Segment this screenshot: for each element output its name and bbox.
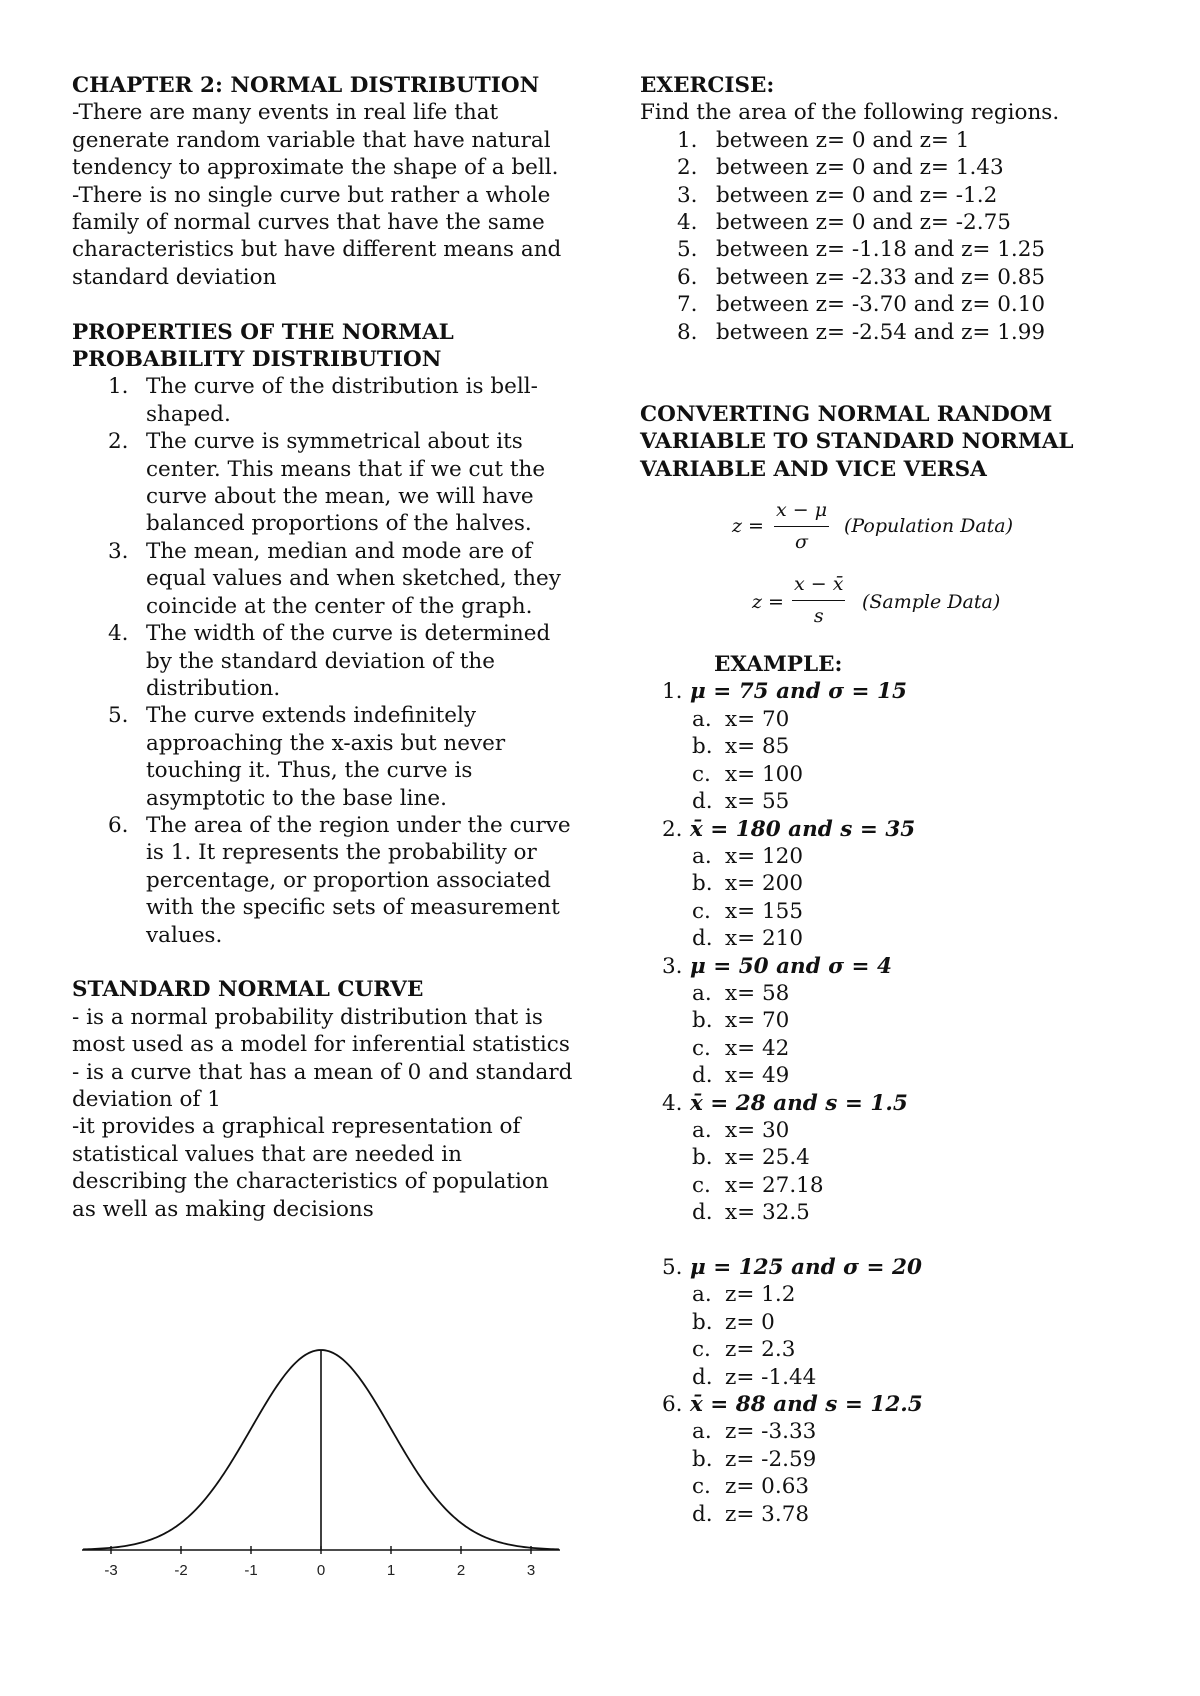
exercise-text: between z= -3.70 and z= 0.10 [716, 292, 1046, 318]
example-option [640, 1446, 1140, 1473]
option-letter: a. [692, 843, 712, 869]
example-question [640, 1254, 1140, 1281]
exercise-number: 1. [677, 127, 698, 153]
example-option [640, 843, 1140, 870]
example-option [640, 1309, 1140, 1336]
property-item [72, 702, 578, 812]
property-number: 4. [108, 621, 129, 647]
option-letter: a. [692, 980, 712, 1006]
example-question [640, 816, 1140, 843]
sample-formula [640, 565, 1140, 651]
option-letter: c. [692, 1172, 711, 1198]
property-item [72, 373, 578, 428]
property-item [72, 428, 578, 538]
exercise-text: between z= -2.33 and z= 0.85 [716, 264, 1046, 290]
example-option [640, 1062, 1140, 1089]
example-option [640, 1418, 1140, 1445]
option-letter: b. [692, 734, 713, 760]
example-number: 1. [662, 679, 683, 705]
option-letter: c. [692, 1474, 711, 1500]
example-option [640, 788, 1140, 815]
property-text: The curve is symmetrical about its center. This means that if we cut the curve about the mean, we will have balanced proportions of the halves. [146, 429, 546, 537]
exercise-item [640, 319, 1140, 346]
option-letter: b. [692, 1008, 713, 1034]
option-value: x= 30 [725, 1117, 790, 1143]
option-letter: d. [692, 1063, 713, 1089]
property-text: The curve of the distribution is bell-shaped. [146, 374, 538, 427]
sample-formula-denominator: s [813, 605, 824, 628]
exercise-item [640, 291, 1140, 318]
population-formula-label: (Population Data) [844, 515, 1014, 538]
exercise-intro: Find the area of the following regions. [640, 100, 1060, 126]
example-option [640, 1007, 1140, 1034]
property-text: The area of the region under the curve is 1. It represents the probability or percentage, or proportion associated with the specific sets of measurement values. [146, 812, 571, 948]
exercise-text: between z= -2.54 and z= 1.99 [716, 319, 1046, 345]
option-letter: d. [692, 926, 713, 952]
exercise-number: 7. [677, 292, 698, 318]
axis-tick-label: 2 [456, 1562, 466, 1578]
option-letter: d. [692, 1200, 713, 1226]
axis-tick-label: -2 [174, 1562, 188, 1578]
population-formula-numerator: x − μ [774, 497, 829, 527]
properties-heading: PROPERTIES OF THE NORMAL PROBABILITY DISTRIBUTION [72, 319, 454, 373]
option-letter: b. [692, 871, 713, 897]
option-value: x= 155 [725, 898, 804, 924]
example-condition: μ = 75 and σ = 15 [690, 679, 907, 705]
exercise-heading: EXERCISE: [640, 73, 775, 98]
population-formula-fraction [774, 497, 829, 557]
example-condition: x̄ = 28 and s = 1.5 [690, 1090, 908, 1116]
property-text: The mean, median and mode are of equal values and when sketched, they coincide at the center of the graph. [146, 538, 561, 619]
snc-paragraph-2: - is a curve that has a mean of 0 and standard deviation of 1 [72, 1059, 573, 1112]
option-letter: c. [692, 1035, 711, 1061]
example-option [640, 1473, 1140, 1500]
option-letter: a. [692, 1117, 712, 1143]
option-value: x= 58 [725, 980, 790, 1006]
option-value: x= 55 [725, 789, 790, 815]
example-option [640, 1501, 1140, 1528]
population-formula-lhs: z = [732, 515, 764, 538]
example-number: 2. [662, 816, 683, 842]
snc-paragraph-3: -it provides a graphical representation of statistical values that are needed in describing the characteristics of population as well as making decisions [72, 1114, 549, 1222]
example-question [640, 1090, 1140, 1117]
exercise-item [640, 154, 1140, 181]
option-value: z= 3.78 [725, 1501, 810, 1527]
property-text: The curve extends indefinitely approaching the x-axis but never touching it. Thus, the curve is asymptotic to the base line. [146, 703, 506, 811]
property-number: 1. [108, 374, 129, 400]
example-condition: x̄ = 180 and s = 35 [690, 816, 916, 842]
exercise-item [640, 182, 1140, 209]
exercise-number: 2. [677, 155, 698, 181]
option-value: z= -1.44 [725, 1364, 817, 1390]
exercise-text: between z= -1.18 and z= 1.25 [716, 237, 1046, 263]
example-list [640, 678, 1140, 1528]
exercise-list [640, 127, 1140, 346]
intro-paragraph-2: -There is no single curve but rather a whole family of normal curves that have the same characteristics but have different means and standard deviation [72, 182, 562, 290]
population-formula-denominator: σ [795, 531, 809, 554]
option-letter: a. [692, 1282, 712, 1308]
option-value: x= 32.5 [725, 1200, 810, 1226]
population-formula [640, 483, 1140, 565]
example-option [640, 870, 1140, 897]
option-letter: b. [692, 1446, 713, 1472]
property-number: 5. [108, 703, 129, 729]
axis-tick-label: -1 [244, 1562, 258, 1578]
option-value: z= 1.2 [725, 1282, 796, 1308]
option-value: x= 70 [725, 706, 790, 732]
property-text: The width of the curve is determined by the standard deviation of the distribution. [146, 621, 551, 701]
exercise-text: between z= 0 and z= 1 [716, 127, 970, 153]
option-value: x= 210 [725, 926, 804, 952]
example-option [640, 761, 1140, 788]
axis-tick-label: 1 [386, 1562, 396, 1578]
snc-paragraph-1: - is a normal probability distribution that is most used as a model for inferential statistics [72, 1004, 570, 1058]
sample-formula-fraction [792, 571, 845, 631]
exercise-number: 8. [677, 319, 698, 345]
converting-heading: CONVERTING NORMAL RANDOM VARIABLE TO STANDARD NORMAL VARIABLE AND VICE VERSA [640, 401, 1074, 482]
property-number: 3. [108, 538, 129, 564]
left-column [72, 72, 578, 1223]
option-value: x= 85 [725, 734, 790, 760]
sample-formula-label: (Sample Data) [862, 591, 1001, 614]
exercise-text: between z= 0 and z= 1.43 [716, 155, 1004, 181]
option-letter: d. [692, 1501, 713, 1527]
example-option [640, 1035, 1140, 1062]
option-letter: b. [692, 1145, 713, 1171]
option-value: z= 0.63 [725, 1474, 810, 1500]
exercise-text: between z= 0 and z= -2.75 [716, 210, 1011, 236]
example-option [640, 1144, 1140, 1171]
example-number: 5. [662, 1254, 683, 1280]
option-value: x= 70 [725, 1008, 790, 1034]
axis-tick-label: 0 [316, 1562, 326, 1578]
exercise-number: 5. [677, 237, 698, 263]
option-value: x= 120 [725, 843, 804, 869]
option-value: z= 2.3 [725, 1337, 796, 1363]
property-item [72, 620, 578, 702]
example-condition: μ = 125 and σ = 20 [690, 1254, 922, 1280]
option-value: x= 42 [725, 1035, 790, 1061]
sample-formula-numerator: x − x̄ [792, 571, 845, 601]
option-value: x= 49 [725, 1063, 790, 1089]
option-letter: a. [692, 706, 712, 732]
exercise-text: between z= 0 and z= -1.2 [716, 182, 998, 208]
exercise-item [640, 127, 1140, 154]
example-option [640, 1364, 1140, 1391]
option-letter: b. [692, 1309, 713, 1335]
option-value: x= 200 [725, 871, 804, 897]
example-question [640, 953, 1140, 980]
example-heading: EXAMPLE: [714, 652, 843, 678]
exercise-item [640, 209, 1140, 236]
chapter-title: CHAPTER 2: NORMAL DISTRIBUTION [72, 73, 540, 98]
example-number: 3. [662, 953, 683, 979]
exercise-item [640, 264, 1140, 291]
example-option [640, 925, 1140, 952]
exercise-number: 3. [677, 182, 698, 208]
exercise-number: 4. [677, 210, 698, 236]
example-number: 4. [662, 1090, 683, 1116]
property-number: 6. [108, 812, 129, 838]
example-question [640, 1391, 1140, 1418]
example-number: 6. [662, 1392, 683, 1418]
option-value: x= 25.4 [725, 1145, 810, 1171]
axis-tick-label: -3 [104, 1562, 118, 1578]
sample-formula-lhs: z = [752, 591, 784, 614]
example-option [640, 1117, 1140, 1144]
standard-normal-curve-heading: STANDARD NORMAL CURVE [72, 977, 424, 1003]
option-letter: d. [692, 789, 713, 815]
option-value: z= 0 [725, 1309, 775, 1335]
option-value: x= 27.18 [725, 1172, 824, 1198]
axis-tick-label: 3 [526, 1562, 536, 1578]
option-letter: a. [692, 1419, 712, 1445]
exercise-number: 6. [677, 264, 698, 290]
option-letter: c. [692, 898, 711, 924]
property-item [72, 812, 578, 949]
option-value: x= 100 [725, 761, 804, 787]
option-letter: c. [692, 1337, 711, 1363]
option-letter: d. [692, 1364, 713, 1390]
option-value: z= -2.59 [725, 1446, 817, 1472]
example-option [640, 706, 1140, 733]
properties-list [72, 373, 578, 949]
example-option [640, 980, 1140, 1007]
option-value: z= -3.33 [725, 1419, 817, 1445]
normal-curve-svg [72, 1338, 572, 1578]
example-option [640, 1172, 1140, 1199]
example-question [640, 678, 1140, 705]
axis-ticks [104, 1546, 535, 1578]
example-option [640, 1199, 1140, 1226]
intro-paragraph-1: -There are many events in real life that generate random variable that have natural tendency to approximate the shape of a bell. [72, 100, 559, 181]
example-option [640, 898, 1140, 925]
property-number: 2. [108, 429, 129, 455]
property-item [72, 538, 578, 620]
right-column [640, 72, 1140, 1528]
exercise-item [640, 236, 1140, 263]
example-condition: μ = 50 and σ = 4 [690, 953, 893, 979]
example-option [640, 1281, 1140, 1308]
standard-normal-curve-figure [72, 1338, 572, 1578]
example-condition: x̄ = 88 and s = 12.5 [690, 1392, 923, 1418]
example-option [640, 1336, 1140, 1363]
example-option [640, 733, 1140, 760]
option-letter: c. [692, 761, 711, 787]
